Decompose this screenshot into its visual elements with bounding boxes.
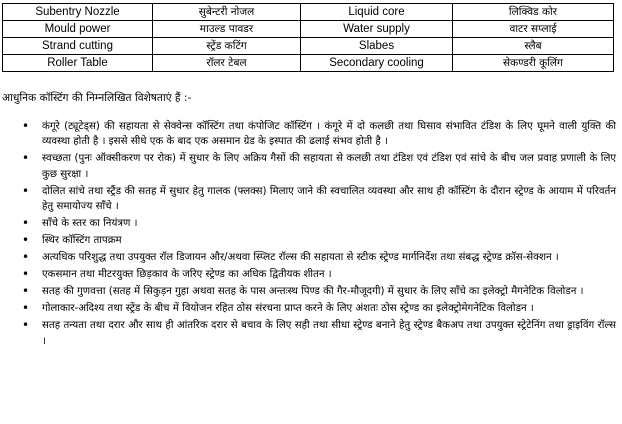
list-item	[0, 233, 622, 248]
hindi-term: स्ट्रेंड कटिंग	[153, 38, 301, 55]
english-term: Secondary cooling	[301, 55, 453, 72]
bullet-icon: •	[22, 267, 30, 282]
table-row	[3, 4, 614, 21]
bullet-icon: •	[22, 151, 30, 166]
hindi-term: सेकण्डरी कूलिंग	[453, 55, 614, 72]
features-list	[0, 119, 622, 351]
english-term: Liquid core	[301, 4, 453, 21]
list-item-text: अत्यधिक परिशुद्ध तथा उपयुक्त रॉल डिजायन और/अथवा स्प्लिट रॉल्स की सहायता से स्टीक स्ट्रेण्ड मार्गनिर्देश तथा संबद्ध स्ट्रेण्ड क्रॉस-सेक्शन ।	[42, 252, 559, 264]
list-item-text: सतह तन्यता तथा दरार और साथ ही आंतरिक दरार से बचाव के लिए सही तथा सीधा स्ट्रेण्ड बनाने हेतु स्ट्रेण्ड बैकअप तथा उपयुक्त स्ट्रेटेनिंग तथा ड्राइविंग रॉल्स ।	[42, 320, 616, 347]
hindi-term: रॉलर टेबल	[153, 55, 301, 72]
list-item-text: दोलित सांचे तथा स्ट्रैंड की सतह में सुधार हेतु गालक (फ्लक्स) मिलाए जाने की स्वचालित व्यवस्था और साथ ही कॉस्टिंग के दौरान स्ट्रेण्ड के आयाम में परिवर्तन हेतु समायोज्य साँचे ।	[42, 185, 616, 213]
hindi-term: स्लैब	[453, 38, 614, 55]
english-term: Water supply	[301, 21, 453, 38]
bullet-icon: •	[22, 250, 30, 265]
list-item-text: स्थिर कॉस्टिंग तापक्रम	[42, 235, 122, 247]
bullet-icon: •	[22, 233, 30, 248]
list-item-text: कंगूरे (ट्यूटेड्स) की सहायता से सेक्वेन्स कॉस्टिंग तथा कंपोजिट कॉस्टिंग । कंगूरे में दो कलछी तथा घिसाव संभावित टंडिश के लिए घूमने वाली युक्ति की व्यवस्था होती है । इससे सीधे एक के बाद एक असमान ग्रेड के इस्पात की ढलाई संभव होती है ।	[42, 121, 616, 148]
hindi-term: वाटर सप्लाई	[453, 21, 614, 38]
english-term: Mould power	[3, 21, 153, 38]
list-item	[0, 151, 622, 182]
list-item	[0, 119, 622, 150]
bullet-icon: •	[22, 119, 30, 133]
table-row	[3, 21, 614, 38]
glossary-table	[2, 3, 614, 72]
list-item-text: सतह की गुणवत्ता (सतह में सिकुड़न गुहा अथवा सतह के पास अन्तःस्थ पिण्ड की गैर-मौजूदगी) में सुधार के लिए साँचे का इलेक्ट्रो मैगनेटिक विलोडन ।	[42, 286, 584, 298]
bullet-icon: •	[22, 216, 30, 231]
bullet-icon: •	[22, 183, 30, 198]
hindi-term: लिक्विड कोर	[453, 4, 614, 21]
list-item	[0, 184, 622, 215]
table-row	[3, 38, 614, 55]
list-item-text: गोलाकार-अदिश्य तथा स्ट्रेंड के बीच में वियोजन रहित ठोस संरचना प्राप्त करने के लिए अंशतः ठोस स्ट्रेण्ड का इलेक्ट्रोमेगनेटिक विलोडन ।	[42, 303, 534, 315]
list-item	[0, 216, 622, 231]
english-term: Slabes	[301, 38, 453, 55]
english-term: Subentry Nozzle	[3, 4, 153, 21]
list-item	[0, 250, 622, 265]
bullet-icon: •	[22, 318, 30, 333]
list-item-text: साँचे के स्तर का नियंत्रण ।	[42, 218, 138, 230]
hindi-term: सुबेन्टरी नोजल	[153, 4, 301, 21]
list-item-text: एकसमान तथा मीटरयुक्त छिड़काव के जरिए स्ट्रेण्ड का अधिक द्वितीयक शीतन ।	[42, 269, 332, 281]
bullet-icon: •	[22, 301, 30, 316]
hindi-term: माउल्ड पावडर	[153, 21, 301, 38]
bullet-icon: •	[22, 284, 30, 299]
list-item	[0, 301, 622, 316]
intro-heading: आधुनिक कॉस्टिंग की निम्नलिखित विशेषताएं हैं :-	[2, 92, 192, 104]
list-item	[0, 267, 622, 282]
table-row	[3, 55, 614, 72]
english-term: Strand cutting	[3, 38, 153, 55]
english-term: Roller Table	[3, 55, 153, 72]
list-item	[0, 284, 622, 299]
list-item	[0, 318, 622, 349]
list-item-text: स्वच्छता (पुनः ऑक्सीकरण पर रोक) में सुधार के लिए अक्रिय गैसों की सहायता से कलछी तथा टंडिश एवं टंडिश एवं सांचे के बीच जल प्रवाह प्रणाली के लिए कुछ सुरक्षा ।	[42, 153, 616, 180]
